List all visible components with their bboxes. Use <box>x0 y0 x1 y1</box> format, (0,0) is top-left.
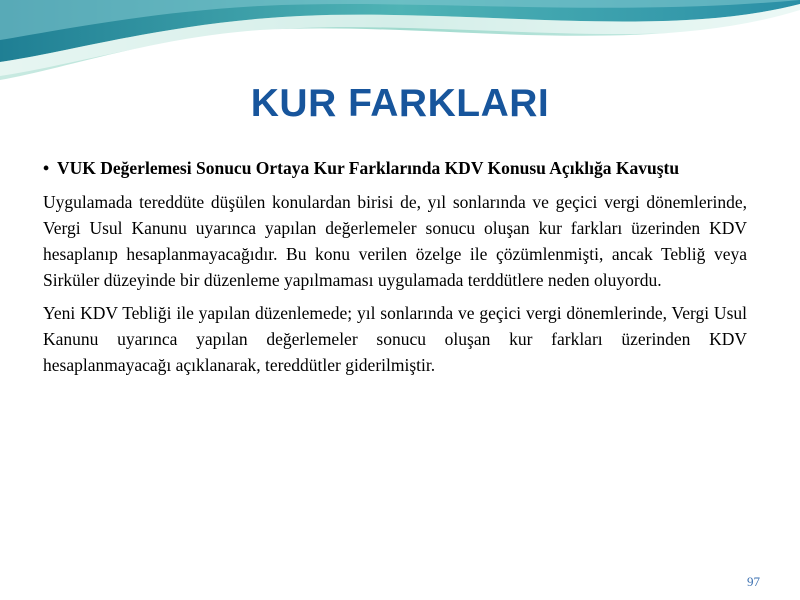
slide-content <box>43 155 747 385</box>
paragraph-1: Uygulamada tereddüte düşülen konulardan birisi de, yıl sonlarında ve geçici vergi dönemlerinde, Vergi Usul Kanunu uyarınca yapılan değerlemeler sonucu oluşan kur farkları üzerinden KDV hesaplanıp hesaplanmayacağıdır. Bu konu verilen özelge ile çözümlenmişti, ancak Tebliğ veya Sirküler düzeyinde bir düzenleme yapılmaması uygulamada terddütlere neden oluyordu. <box>43 192 747 290</box>
heading-text: VUK Değerlemesi Sonucu Ortaya Kur Farklarında KDV Konusu Açıklığa Kavuştu <box>57 158 680 178</box>
slide-title: KUR FARKLARI <box>250 82 550 125</box>
page-number: 97 <box>747 574 760 589</box>
bullet-icon: • <box>43 158 50 178</box>
paragraph-2: Yeni KDV Tebliği ile yapılan düzenlemede; yıl sonlarında ve geçici vergi dönemlerinde, Vergi Usul Kanunu uyarınca yapılan değerlemeler sonucu oluşan kur farkları üzerinden KDV hesaplanmayacağı açıklanarak, tereddütler giderilmiştir. <box>43 303 747 375</box>
header-wave-decoration <box>0 0 800 90</box>
bullet-heading <box>43 155 747 181</box>
